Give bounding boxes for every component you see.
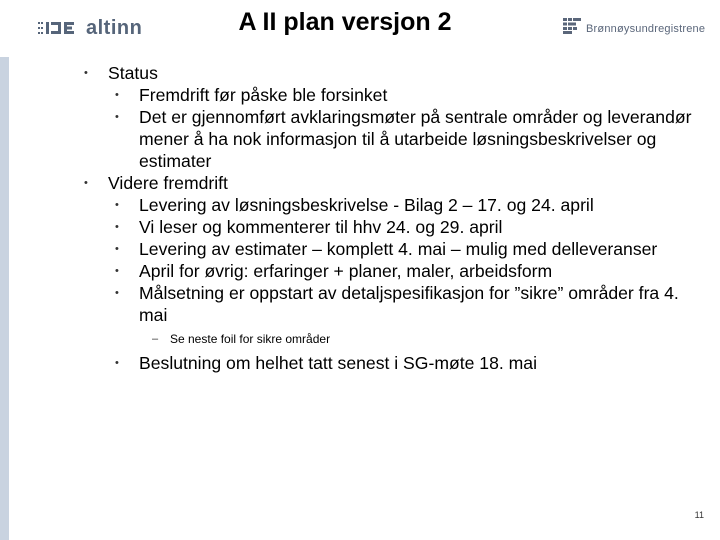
bullet-text: Målsetning er oppstart av detaljspesifikasjon for ”sikre” områder fra 4. mai xyxy=(139,283,679,325)
bullet-marker: • xyxy=(84,177,88,189)
sub-bullet xyxy=(84,84,704,106)
bullet-text: Det er gjennomført avklaringsmøter på sentrale områder og leverandør mener å ha nok informasjon til å utarbeide løsningsbeskrivelser og estimater xyxy=(139,107,692,171)
bullet-text: Status xyxy=(108,63,158,83)
sub-bullet xyxy=(84,106,704,172)
bronnoysund-logo-mark-icon xyxy=(563,18,581,39)
sub-sub-bullet xyxy=(84,330,704,348)
bullet-marker: • xyxy=(115,221,119,233)
bullet-text: Beslutning om helhet tatt senest i SG-møte 18. mai xyxy=(139,353,537,373)
bronnoysund-logo-text: Brønnøysundregistrene xyxy=(586,22,706,35)
bullet-text: Levering av estimater – komplett 4. mai – mulig med delleveranser xyxy=(139,239,658,259)
bullet-text: April for øvrig: erfaringer + planer, maler, arbeidsform xyxy=(139,261,553,281)
page-number: 11 xyxy=(694,510,704,520)
bullet-videre-fremdrift xyxy=(84,172,704,194)
slide-title: A II plan versjon 2 xyxy=(238,8,452,36)
bronnoysund-logo xyxy=(563,18,705,39)
dash-marker: – xyxy=(152,333,159,345)
slide-content xyxy=(84,62,704,374)
bullet-marker: • xyxy=(115,287,119,299)
bullet-text: Fremdrift før påske ble forsinket xyxy=(139,85,388,105)
sub-bullet xyxy=(84,260,704,282)
bullet-marker: • xyxy=(115,265,119,277)
bullet-marker: • xyxy=(115,89,119,101)
bullet-marker: • xyxy=(115,357,119,369)
bullet-marker: • xyxy=(84,67,88,79)
left-accent-bar xyxy=(0,57,9,540)
bullet-text: Videre fremdrift xyxy=(108,173,228,193)
sub-bullet xyxy=(84,282,704,326)
bullet-status xyxy=(84,62,704,84)
bullet-text: Se neste foil for sikre områder xyxy=(170,332,331,346)
bullet-marker: • xyxy=(115,111,119,123)
altinn-logo-text: altinn xyxy=(86,16,143,39)
sub-bullet xyxy=(84,238,704,260)
sub-bullet xyxy=(84,216,704,238)
bullet-text: Vi leser og kommenterer til hhv 24. og 29. april xyxy=(139,217,503,237)
bullet-text: Levering av løsningsbeskrivelse - Bilag 2 – 17. og 24. april xyxy=(139,195,594,215)
bullet-marker: • xyxy=(115,199,119,211)
sub-bullet xyxy=(84,352,704,374)
sub-bullet xyxy=(84,194,704,216)
bullet-marker: • xyxy=(115,243,119,255)
altinn-logo-mark-icon xyxy=(38,20,78,36)
altinn-logo xyxy=(38,15,142,41)
